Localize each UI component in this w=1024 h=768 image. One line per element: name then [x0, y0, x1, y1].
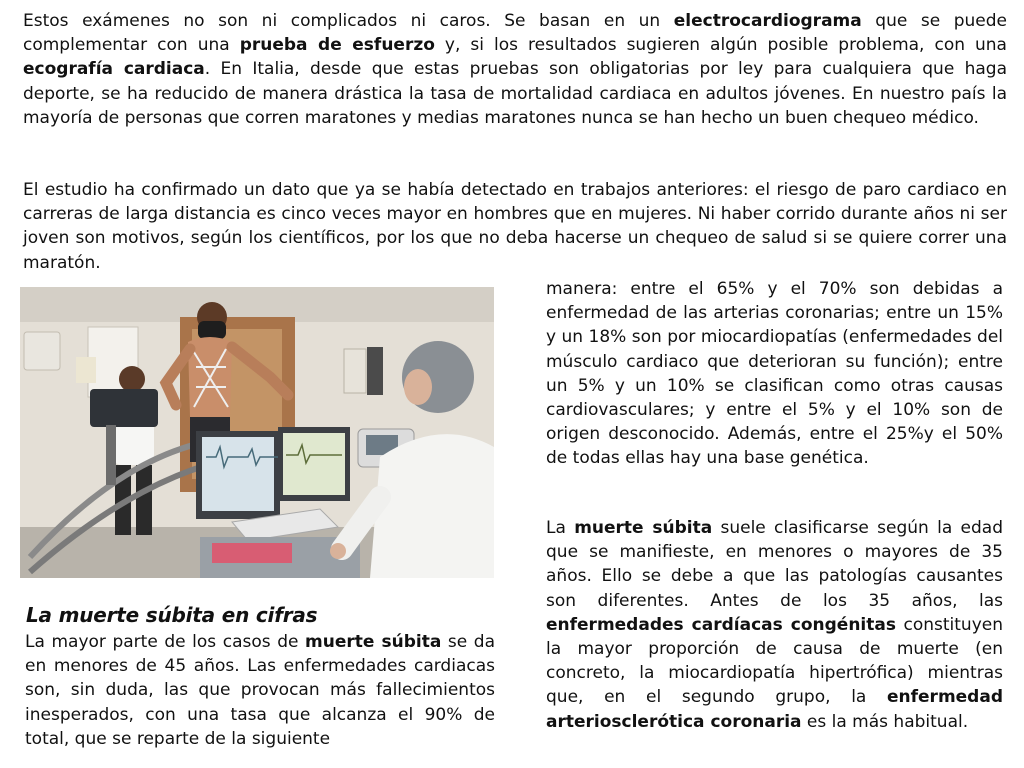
text-run: La [546, 518, 575, 538]
text-run: que se puede complementar con una [23, 11, 1007, 56]
bold-term: enfermedades cardíacas congénitas [546, 614, 896, 635]
bold-term: muerte súbita [305, 632, 442, 652]
text-run: . En Italia, desde que estas pruebas son obligatorias por ley para cualquiera que haga deporte, se ha reducido de manera drástica la tasa de mortalidad cardiaca en adultos jóvenes. En nuestro país la mayoría de personas que corren maratones y medias maratones nunca se han hecho un buen chequeo médico. [23, 59, 1008, 128]
bold-term: muerte súbita [574, 518, 713, 538]
causes-breakdown-paragraph: manera: entre el 65% y el 70% son debidas a enfermedad de las arterias coronarias; entre un 15% y un 18% son por miocardiopatías (enfermedades del músculo cardiaco que deterioran su función); entre un 5% y un 10% se clasifican como otras causas cardiovasculares; y entre el 5% y el 10% son de origen desconocido. Además, entre el 25%y el 50% de todas ellas hay una base genética. [546, 279, 1003, 469]
bold-term: electrocardiograma [673, 11, 862, 31]
section-title: La muerte súbita en cifras [26, 603, 318, 627]
text-run: Estos exámenes no son ni complicados ni caros. Se basan en un [23, 11, 674, 31]
study-paragraph: El estudio ha confirmado un dato que ya se había detectado en trabajos anteriores: el riesgo de paro cardiaco en carreras de larga distancia es cinco veces mayor en hombres que en mujeres. Ni haber corrido durante años ni ser joven son motivos, según los científicos, por los que no deba hacerse un chequeo de salud si se quiere correr una maratón. [23, 180, 1007, 273]
bold-term: ecografía cardiaca [23, 59, 205, 80]
text-run: suele clasificarse según la edad que se manifieste, en menores o mayores de 35 años. Ello se debe a que las patologías causantes son diferentes. Antes de los 35 años, las [546, 518, 1004, 611]
bold-term: prueba de esfuerzo [239, 35, 435, 56]
stress-test-photo [20, 287, 494, 578]
intro-paragraph [23, 9, 1007, 130]
age-classification-paragraph [546, 516, 1003, 734]
bold-term: enfermedad arteriosclerótica coronaria [546, 687, 1003, 732]
text-run: La mayor parte de los casos de [25, 632, 306, 652]
sudden-death-stats-left [25, 630, 495, 751]
text-run: constituyen la mayor proporción de causa de muerte (en concreto, la miocardiopatía hipertrófica) mientras que, en el segundo grupo, la [546, 614, 1003, 708]
text-run: es la más habitual. [801, 711, 969, 732]
text-run: se da en menores de 45 años. Las enfermedades cardiacas son, sin duda, las que provocan más fallecimientos inesperados, con una tasa que alcanza el 90% de total, que se reparte de la siguiente [25, 632, 496, 749]
text-run: y, si los resultados sugieren algún posible problema, con una [434, 35, 1007, 56]
